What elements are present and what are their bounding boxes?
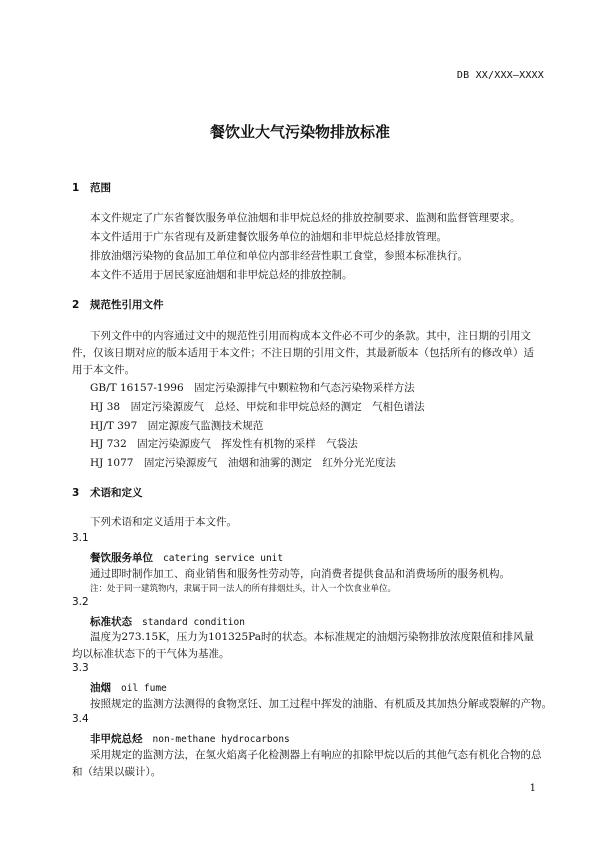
page-number: 1 — [529, 783, 536, 794]
section-1-title: 范围 — [90, 182, 111, 194]
section-2-number: 2 — [72, 299, 80, 311]
section-3-heading — [72, 485, 143, 500]
term-name — [90, 680, 167, 695]
reference-item: HJ 732 固定污染源废气 挥发性有机物的采样 气袋法 — [90, 438, 358, 450]
term-name-zh: 非甲烷总烃 — [90, 733, 143, 745]
scope-paragraph-1: 本文件规定了广东省餐饮服务单位油烟和非甲烷总烃的排放控制要求、监测和监督管理要求。 — [90, 212, 521, 224]
term-name-en: non-methane hydrocarbons — [152, 734, 290, 745]
reference-item: HJ 38 固定污染源废气 总烃、甲烷和非甲烷总烃的测定 气相色谱法 — [90, 401, 425, 413]
section-2-title: 规范性引用文件 — [90, 299, 164, 311]
section-2-heading — [72, 297, 164, 312]
reference-item: HJ/T 397 固定源废气监测技术规范 — [90, 420, 264, 432]
term-name — [90, 731, 290, 746]
reference-item: HJ 1077 固定污染源废气 油烟和油雾的测定 红外分光光度法 — [90, 457, 396, 469]
term-name-en: catering service unit — [163, 553, 284, 564]
document-title: 餐饮业大气污染物排放标准 — [209, 123, 390, 141]
term-number: 3.3 — [72, 662, 89, 674]
term-name-zh: 餐饮服务单位 — [90, 552, 153, 564]
term-name-zh: 油烟 — [90, 682, 111, 694]
term-number: 3.2 — [72, 596, 89, 608]
term-name-en: oil fume — [121, 683, 167, 694]
term-name-zh: 标准状态 — [90, 616, 132, 628]
term-name — [90, 550, 283, 565]
scope-paragraph-3: 排放油烟污染物的食品加工单位和单位内部非经营性职工食堂，参照本标准执行。 — [90, 250, 468, 262]
section-3-title: 术语和定义 — [90, 487, 143, 499]
scope-paragraph-4: 本文件不适用于居民家庭油烟和非甲烷总烃的排放控制。 — [90, 269, 353, 281]
terms-intro: 下列术语和定义适用于本文件。 — [90, 516, 237, 528]
normative-intro: 下列文件中的内容通过文中的规范性引用而构成本文件必不可少的条款。其中，注日期的引用文件，仅该日期对应的版本适用于本文件；不注日期的引用文件，其最新版本（包括所有的修改单）适用于本文件。 — [72, 330, 534, 376]
section-1-number: 1 — [72, 182, 80, 194]
term-definition: 采用规定的监测方法，在氢火焰离子化检测器上有响应的扣除甲烷以后的其他气态有机化合物的总和（结果以碳计）。 — [72, 749, 542, 778]
term-definition: 按照规定的监测方法测得的食物烹饪、加工过程中挥发的油脂、有机质及其加热分解或裂解的产物。 — [90, 698, 552, 710]
term-definition: 通过即时制作加工、商业销售和服务性劳动等，向消费者提供食品和消费场所的服务机构。 — [90, 568, 510, 580]
term-number: 3.4 — [72, 713, 89, 725]
section-1-heading — [72, 180, 111, 195]
term-definition: 温度为273.15K，压力为101325Pa时的状态。本标准规定的油烟污染物排放浓度限值和排风量均以标准状态下的干气体为基准。 — [72, 631, 535, 660]
reference-item: GB/T 16157-1996 固定污染源排气中颗粒物和气态污染物采样方法 — [90, 382, 415, 394]
term-name — [90, 614, 245, 629]
document-id: DB XX/XXX—XXXX — [456, 70, 544, 81]
term-number: 3.1 — [72, 532, 89, 544]
term-note: 注：处于同一建筑物内，隶属于同一法人的所有排烟灶头，计入一个饮食业单位。 — [90, 584, 397, 594]
section-3-number: 3 — [72, 487, 80, 499]
term-name-en: standard condition — [142, 617, 245, 628]
scope-paragraph-2: 本文件适用于广东省现有及新建餐饮服务单位的油烟和非甲烷总烃排放管理。 — [90, 231, 447, 243]
